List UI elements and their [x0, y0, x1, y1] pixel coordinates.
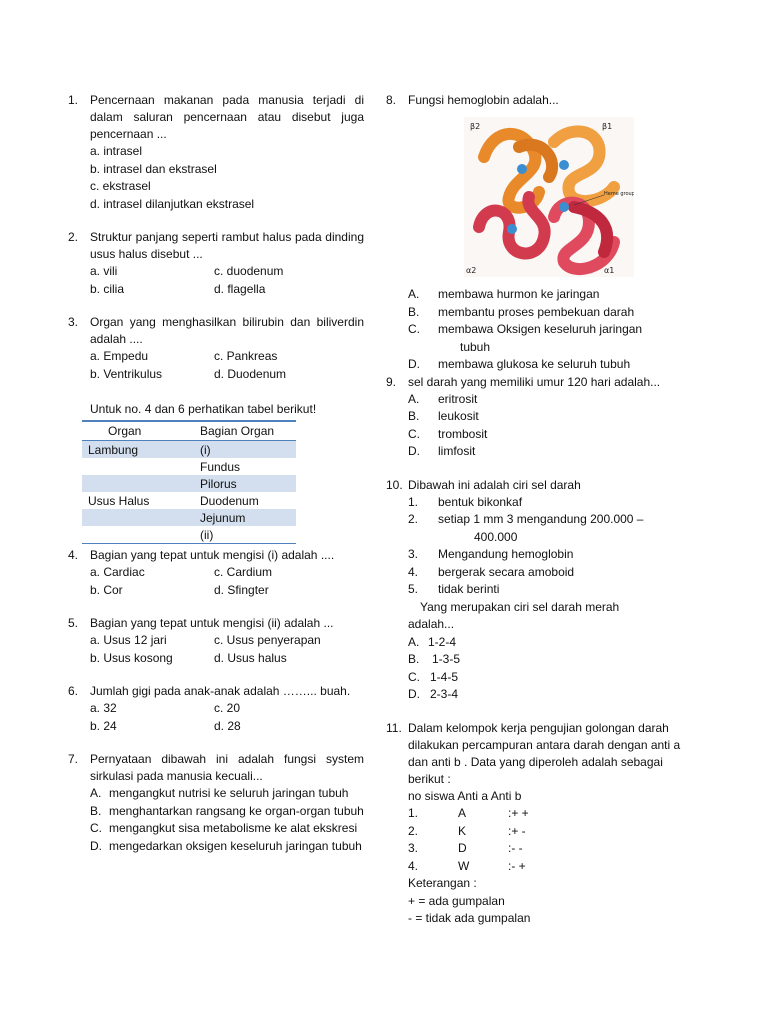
organ-table	[82, 420, 296, 544]
option: c. Cardium	[214, 565, 273, 579]
question-number: 1.	[68, 93, 79, 107]
left-column	[68, 88, 364, 855]
option: b. intrasel dan ekstrasel	[90, 161, 217, 176]
option: C. 1-4-5	[408, 669, 459, 684]
legend-item: + = ada gumpalan	[408, 893, 505, 908]
question-10	[386, 477, 686, 704]
option: B. menghantarkan rangsang ke organ-organ tubuh	[90, 803, 364, 818]
question-number: 10.	[386, 477, 403, 492]
right-column	[386, 88, 686, 928]
figure-label: α2	[466, 266, 477, 275]
option: D. membawa glukosa ke seluruh tubuh	[408, 357, 631, 371]
option: A. 1-2-4	[408, 634, 457, 649]
question-text: sel darah yang memiliki umur 120 hari adalah...	[408, 374, 661, 389]
option: c. Usus penyerapan	[214, 633, 321, 647]
question-number: 11.	[386, 720, 402, 735]
option: d. Sfingter	[214, 582, 269, 597]
table-header: Bagian Organ	[194, 421, 296, 441]
question-number: 9.	[386, 374, 397, 389]
option: D. 2-3-4	[408, 687, 459, 701]
table-row: Pilorus	[82, 475, 296, 492]
list-item: 2. setiap 1 mm 3 mengandung 200.000 –	[408, 512, 644, 526]
option: c. 20	[214, 701, 241, 715]
option-continuation: tubuh	[460, 339, 491, 354]
question-1	[68, 92, 364, 213]
option: d. Usus halus	[214, 650, 287, 665]
question-2	[68, 229, 364, 298]
list-item: 5. tidak berinti	[408, 582, 500, 596]
question-number: 6.	[68, 684, 79, 698]
question-text: Pencernaan makanan pada manusia terjadi di dalam saluran pencernaan atau disebut juga pencernaan ...	[90, 93, 364, 141]
option: A. membawa hurmon ke jaringan	[408, 287, 600, 301]
option: a. intrasel	[90, 144, 143, 158]
blood-test-data	[386, 805, 686, 875]
option: D. mengedarkan oksigen keseluruh jaringan tubuh	[90, 838, 362, 853]
question-9	[386, 374, 686, 461]
question-4	[68, 547, 364, 599]
table-instruction: Untuk no. 4 dan 6 perhatikan tabel berikut!	[90, 402, 317, 416]
question-11	[386, 720, 686, 928]
figure-label: β1	[602, 122, 613, 131]
table-row: 3. D :- -	[408, 841, 523, 855]
table-row: Lambung (i)	[82, 441, 296, 459]
table-row: Usus Halus Duodenum	[88, 493, 259, 508]
option: C. mengangkut sisa metabolisme ke alat ekskresi	[90, 821, 358, 835]
question-number: 3.	[68, 315, 79, 329]
question-prompt: Yang merupakan ciri sel darah merah	[420, 599, 620, 614]
question-text: Jumlah gigi pada anak-anak adalah ……... buah.	[90, 684, 351, 698]
option: C. membawa Oksigen keseluruh jaringan	[408, 322, 643, 336]
question-text: Pernyataan dibawah ini adalah fungsi system sirkulasi pada manusia kecuali...	[90, 752, 364, 783]
table-row: 2. K :+ -	[408, 823, 526, 838]
options-list	[386, 286, 686, 374]
question-number: 8.	[386, 93, 397, 107]
option: a. vili	[90, 264, 118, 278]
list-item: 4. bergerak secara amoboid	[408, 564, 575, 579]
option: c. duodenum	[214, 264, 284, 278]
option: a. Cardiac	[90, 565, 145, 579]
table-row: Jejunum	[82, 509, 296, 526]
option: b. Cor	[90, 582, 123, 597]
option: b. Ventrikulus	[90, 366, 163, 381]
list-item: 1. bentuk bikonkaf	[408, 494, 523, 509]
option: a. Empedu	[90, 349, 149, 363]
option: b. Usus kosong	[90, 650, 173, 665]
question-7	[68, 751, 364, 855]
question-number: 4.	[68, 548, 79, 562]
question-3	[68, 314, 364, 383]
question-5	[68, 615, 364, 667]
question-text: Bagian yang tepat untuk mengisi (ii) adalah ...	[90, 616, 334, 630]
table-row: 4. W :- +	[408, 858, 526, 873]
question-text: Organ yang menghasilkan bilirubin dan biliverdin adalah ....	[90, 315, 364, 346]
question-8	[386, 92, 686, 374]
option: B. membantu proses pembekuan darah	[408, 304, 635, 319]
table-row: Fundus	[200, 459, 241, 474]
question-text: Fungsi hemoglobin adalah...	[408, 93, 559, 107]
legend-title: Keterangan :	[408, 876, 477, 890]
option: d. flagella	[214, 281, 266, 296]
option: d. Duodenum	[214, 366, 287, 381]
question-text: Dibawah ini adalah ciri sel darah	[408, 477, 581, 492]
option: D. limfosit	[408, 444, 476, 458]
question-number: 7.	[68, 752, 79, 766]
question-text: Dalam kelompok kerja pengujian golongan darah dilakukan percampuran antara darah dengan anti a dan anti b . Data yang diperoleh adalah sebagai berikut :	[408, 720, 681, 786]
table-row: (ii)	[82, 526, 296, 544]
option: A. eritrosit	[408, 391, 478, 406]
option: C. trombosit	[408, 426, 488, 441]
table-row: 1. A :+ +	[408, 806, 529, 820]
question-text: Bagian yang tepat untuk mengisi (i) adalah ....	[90, 548, 335, 562]
option: B. leukosit	[408, 409, 479, 423]
question-6	[68, 683, 364, 735]
question-prompt: adalah...	[408, 617, 455, 631]
option: B. 1-3-5	[408, 652, 461, 666]
option: b. cilia	[90, 281, 125, 296]
question-number: 5.	[68, 616, 79, 630]
option: d. intrasel dilanjutkan ekstrasel	[90, 196, 255, 211]
question-number: 2.	[68, 230, 79, 244]
blood-table-header: no siswa Anti a Anti b	[408, 788, 522, 803]
table-header: Organ	[82, 421, 194, 441]
option: c. ekstrasel	[90, 179, 151, 193]
figure-label: α1	[604, 266, 615, 275]
hemoglobin-illustration	[464, 117, 634, 277]
figure-label: β2	[470, 122, 481, 131]
list-item: 3. Mengandung hemoglobin	[408, 547, 574, 561]
question-text: Struktur panjang seperti rambut halus pada dinding usus halus disebut ...	[90, 230, 364, 261]
figure-label: Heme group	[604, 191, 634, 197]
option: A. mengangkut nutrisi ke seluruh jaringan tubuh	[90, 786, 349, 800]
legend-item: - = tidak ada gumpalan	[408, 911, 531, 925]
option: a. Usus 12 jari	[90, 633, 167, 647]
option: c. Pankreas	[214, 349, 278, 363]
option: b. 24	[90, 718, 117, 733]
option: d. 28	[214, 718, 241, 733]
list-item-continuation: 400.000	[474, 529, 518, 544]
option: a. 32	[90, 701, 117, 715]
